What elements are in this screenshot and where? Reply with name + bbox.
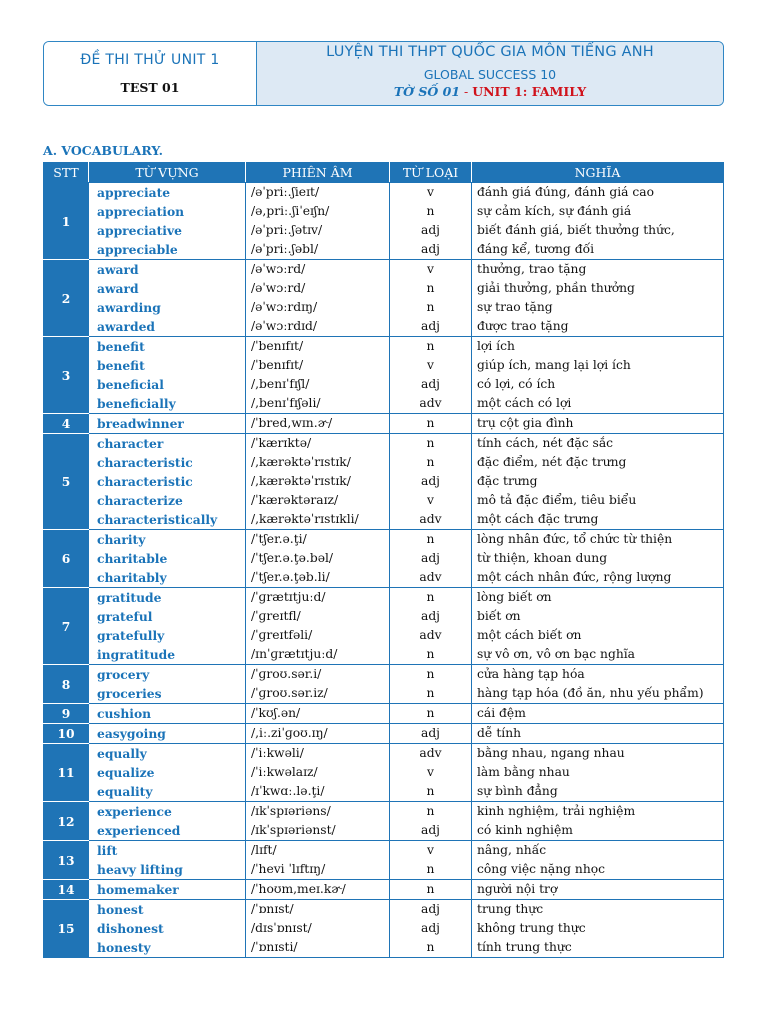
- list-item: /ə,priː.ʃiˈeɪʃn/: [251, 204, 330, 218]
- list-item: trụ cột gia đình: [477, 416, 574, 430]
- word-cell: [89, 744, 246, 802]
- list-item: groceries: [97, 686, 162, 701]
- word-cell: [89, 665, 246, 704]
- list-item: lợi ích: [477, 339, 515, 353]
- column-header-stt: STT: [44, 163, 89, 183]
- list-item: có kinh nghiệm: [477, 823, 573, 837]
- section-title: A. VOCABULARY.: [43, 143, 164, 158]
- pos-cell: [390, 337, 472, 414]
- stt-cell: 1: [44, 183, 89, 260]
- list-item: n: [426, 416, 435, 430]
- list-item: n: [426, 940, 435, 954]
- list-item: v: [427, 493, 434, 507]
- table-row: [44, 841, 724, 880]
- list-item: characteristic: [97, 474, 193, 489]
- list-item: /ɪkˈspɪəriəns/: [251, 804, 331, 818]
- list-item: awarded: [97, 319, 156, 334]
- list-item: appreciable: [97, 242, 178, 257]
- pos-cell: [390, 744, 472, 802]
- list-item: n: [426, 300, 435, 314]
- list-item: characterize: [97, 493, 183, 508]
- word-cell: [89, 434, 246, 530]
- list-item: adj: [420, 823, 441, 837]
- list-item: /ˈkærɪktə/: [251, 436, 312, 450]
- list-item: một cách đặc trưng: [477, 512, 599, 526]
- list-item: gratitude: [97, 590, 162, 605]
- list-item: adj: [420, 609, 441, 623]
- list-item: /əˈpriː.ʃəbl/: [251, 242, 319, 256]
- list-item: sự vô ơn, vô ơn bạc nghĩa: [477, 647, 636, 661]
- list-item: n: [426, 862, 435, 876]
- list-item: benefit: [97, 358, 145, 373]
- list-item: adv: [419, 628, 442, 642]
- list-item: /lɪft/: [251, 843, 277, 857]
- list-item: /ˈiːkwəlaɪz/: [251, 765, 318, 779]
- word-cell: [89, 724, 246, 744]
- word-cell: [89, 530, 246, 588]
- list-item: v: [427, 843, 434, 857]
- list-item: /dɪsˈɒnɪst/: [251, 921, 312, 935]
- list-item: adj: [420, 319, 441, 333]
- stt-cell: 5: [44, 434, 89, 530]
- ipa-cell: [246, 665, 390, 704]
- list-item: được trao tặng: [477, 319, 569, 333]
- pos-cell: [390, 802, 472, 841]
- list-item: sự bình đẳng: [477, 784, 558, 798]
- list-item: /ˈɡroʊ.sər.iz/: [251, 686, 328, 700]
- list-item: n: [426, 339, 435, 353]
- list-item: benefit: [97, 339, 145, 354]
- list-item: /ˈtʃer.ə.ţi/: [251, 532, 307, 546]
- ipa-cell: [246, 530, 390, 588]
- page-header: [43, 41, 724, 106]
- stt-cell: 7: [44, 588, 89, 665]
- ipa-cell: [246, 841, 390, 880]
- table-header-row: [44, 163, 724, 183]
- list-item: đánh giá đúng, đánh giá cao: [477, 185, 655, 199]
- list-item: award: [97, 281, 139, 296]
- list-item: /ˈɡreɪtfl/: [251, 609, 301, 623]
- sheet-separator: -: [460, 84, 473, 99]
- list-item: charitable: [97, 551, 168, 566]
- list-item: /ˈbenɪfɪt/: [251, 339, 304, 353]
- list-item: appreciate: [97, 185, 171, 200]
- ipa-cell: [246, 337, 390, 414]
- list-item: n: [426, 532, 435, 546]
- ipa-cell: [246, 183, 390, 260]
- sheet-info: [394, 84, 586, 99]
- word-cell: [89, 900, 246, 958]
- list-item: mô tả đặc điểm, tiêu biểu: [477, 493, 637, 507]
- pos-cell: [390, 900, 472, 958]
- table-row: [44, 434, 724, 530]
- table-row: [44, 337, 724, 414]
- list-item: hàng tạp hóa (đồ ăn, nhu yếu phẩm): [477, 686, 704, 700]
- list-item: charity: [97, 532, 146, 547]
- ipa-cell: [246, 802, 390, 841]
- list-item: /ˈtʃer.ə.ţəb.li/: [251, 570, 330, 584]
- list-item: adv: [419, 512, 442, 526]
- word-cell: [89, 704, 246, 724]
- stt-cell: 13: [44, 841, 89, 880]
- list-item: characteristically: [97, 512, 218, 527]
- list-item: v: [427, 765, 434, 779]
- stt-cell: 10: [44, 724, 89, 744]
- list-item: beneficially: [97, 396, 176, 411]
- textbook-name: GLOBAL SUCCESS 10: [423, 67, 557, 82]
- word-cell: [89, 841, 246, 880]
- list-item: ingratitude: [97, 647, 176, 662]
- pos-cell: [390, 414, 472, 434]
- list-item: adj: [420, 474, 441, 488]
- list-item: đặc trưng: [477, 474, 538, 488]
- column-header-ipa: PHIÊN ÂM: [246, 163, 390, 183]
- column-header-pos: TỪ LOẠI: [390, 163, 472, 183]
- stt-cell: 14: [44, 880, 89, 900]
- meaning-cell: [472, 588, 724, 665]
- table-row: [44, 744, 724, 802]
- course-title: LUYỆN THI THPT QUỐC GIA MÔN TIẾNG ANH: [326, 44, 654, 60]
- list-item: n: [426, 647, 435, 661]
- list-item: n: [426, 436, 435, 450]
- column-header-meaning: NGHĨA: [472, 163, 724, 183]
- header-left-panel: [44, 42, 257, 105]
- table-row: [44, 880, 724, 900]
- list-item: biết đánh giá, biết thưởng thức,: [477, 223, 675, 237]
- meaning-cell: [472, 434, 724, 530]
- list-item: /ɪnˈɡrætɪtjuːd/: [251, 647, 338, 661]
- table-row: [44, 802, 724, 841]
- ipa-cell: [246, 704, 390, 724]
- list-item: /əˈpriː.ʃieɪt/: [251, 185, 320, 199]
- word-cell: [89, 414, 246, 434]
- stt-cell: 9: [44, 704, 89, 724]
- list-item: n: [426, 667, 435, 681]
- list-item: bằng nhau, ngang nhau: [477, 746, 625, 760]
- list-item: adv: [419, 396, 442, 410]
- pos-cell: [390, 841, 472, 880]
- table-row: [44, 588, 724, 665]
- stt-cell: 11: [44, 744, 89, 802]
- list-item: cushion: [97, 706, 152, 721]
- meaning-cell: [472, 665, 724, 704]
- ipa-cell: [246, 880, 390, 900]
- list-item: gratefully: [97, 628, 165, 643]
- list-item: n: [426, 784, 435, 798]
- vocabulary-table: [43, 162, 724, 958]
- list-item: lòng nhân đức, tổ chức từ thiện: [477, 532, 673, 546]
- list-item: /,benɪˈfɪʃl/: [251, 377, 310, 391]
- list-item: beneficial: [97, 377, 164, 392]
- word-cell: [89, 802, 246, 841]
- list-item: equality: [97, 784, 153, 799]
- pos-cell: [390, 704, 472, 724]
- table-row: [44, 260, 724, 337]
- list-item: /ˈkʊʃ.ən/: [251, 706, 301, 720]
- table-row: [44, 900, 724, 958]
- list-item: adj: [420, 551, 441, 565]
- list-item: easygoing: [97, 726, 166, 741]
- list-item: honesty: [97, 940, 151, 955]
- list-item: n: [426, 804, 435, 818]
- list-item: /əˈwɔːrd/: [251, 281, 306, 295]
- list-item: homemaker: [97, 882, 179, 897]
- list-item: /ˈɡreɪtfəli/: [251, 628, 313, 642]
- list-item: equally: [97, 746, 147, 761]
- meaning-cell: [472, 414, 724, 434]
- ipa-cell: [246, 434, 390, 530]
- list-item: adj: [420, 726, 441, 740]
- list-item: đáng kể, tương đối: [477, 242, 595, 256]
- list-item: tính cách, nét đặc sắc: [477, 436, 614, 450]
- list-item: /ˈɒnɪst/: [251, 902, 294, 916]
- meaning-cell: [472, 530, 724, 588]
- list-item: người nội trợ: [477, 882, 558, 896]
- table-body: [44, 183, 724, 958]
- list-item: heavy lifting: [97, 862, 183, 877]
- table-row: [44, 183, 724, 260]
- ipa-cell: [246, 724, 390, 744]
- list-item: dishonest: [97, 921, 164, 936]
- list-item: /ˈɒnɪsti/: [251, 940, 298, 954]
- list-item: /ˈhoʊm,meɪ.kɚ/: [251, 882, 346, 896]
- list-item: adv: [419, 746, 442, 760]
- list-item: một cách biết ơn: [477, 628, 582, 642]
- pos-cell: [390, 724, 472, 744]
- list-item: dễ tính: [477, 726, 522, 740]
- pos-cell: [390, 665, 472, 704]
- list-item: /,kærəktəˈrɪstɪk/: [251, 474, 351, 488]
- table-row: [44, 530, 724, 588]
- header-right-panel: [257, 42, 723, 105]
- list-item: /,benɪˈfɪʃəli/: [251, 396, 321, 410]
- list-item: n: [426, 590, 435, 604]
- pos-cell: [390, 183, 472, 260]
- list-item: equalize: [97, 765, 155, 780]
- stt-cell: 12: [44, 802, 89, 841]
- list-item: appreciation: [97, 204, 185, 219]
- ipa-cell: [246, 260, 390, 337]
- list-item: /ˈtʃer.ə.ţə.bəl/: [251, 551, 334, 565]
- list-item: /,kærəktəˈrɪstɪk/: [251, 455, 351, 469]
- list-item: experience: [97, 804, 172, 819]
- list-item: đặc điểm, nét đặc trưng: [477, 455, 627, 469]
- list-item: /ˈbred,wɪn.ɚ/: [251, 416, 333, 430]
- stt-cell: 4: [44, 414, 89, 434]
- list-item: v: [427, 358, 434, 372]
- list-item: cái đệm: [477, 706, 526, 720]
- pos-cell: [390, 530, 472, 588]
- list-item: /ˈkærəktəraɪz/: [251, 493, 339, 507]
- list-item: /əˈwɔːrdɪŋ/: [251, 300, 318, 314]
- list-item: /əˈwɔːrdɪd/: [251, 319, 318, 333]
- list-item: v: [427, 262, 434, 276]
- list-item: v: [427, 185, 434, 199]
- column-header-word: TỪ VỰNG: [89, 163, 246, 183]
- list-item: giúp ích, mang lại lợi ích: [477, 358, 631, 372]
- list-item: /ˈɡrætɪtjuːd/: [251, 590, 326, 604]
- exam-title: ĐỀ THI THỬ UNIT 1: [80, 52, 220, 68]
- stt-cell: 6: [44, 530, 89, 588]
- ipa-cell: [246, 588, 390, 665]
- list-item: một cách nhân đức, rộng lượng: [477, 570, 672, 584]
- list-item: adj: [420, 377, 441, 391]
- list-item: grocery: [97, 667, 150, 682]
- list-item: /,kærəktəˈrɪstɪkli/: [251, 512, 359, 526]
- list-item: giải thưởng, phần thưởng: [477, 281, 635, 295]
- word-cell: [89, 183, 246, 260]
- list-item: kinh nghiệm, trải nghiệm: [477, 804, 636, 818]
- list-item: adv: [419, 570, 442, 584]
- list-item: appreciative: [97, 223, 182, 238]
- list-item: adj: [420, 223, 441, 237]
- list-item: biết ơn: [477, 609, 521, 623]
- list-item: characteristic: [97, 455, 193, 470]
- meaning-cell: [472, 183, 724, 260]
- table-row: [44, 665, 724, 704]
- ipa-cell: [246, 900, 390, 958]
- table-row: [44, 704, 724, 724]
- list-item: cửa hàng tạp hóa: [477, 667, 585, 681]
- list-item: experienced: [97, 823, 181, 838]
- list-item: n: [426, 686, 435, 700]
- list-item: tính trung thực: [477, 940, 572, 954]
- table-row: [44, 414, 724, 434]
- meaning-cell: [472, 337, 724, 414]
- list-item: trung thực: [477, 902, 544, 916]
- list-item: /ˈbenɪfɪt/: [251, 358, 304, 372]
- list-item: n: [426, 882, 435, 896]
- list-item: có lợi, có ích: [477, 377, 556, 391]
- list-item: awarding: [97, 300, 161, 315]
- list-item: công việc nặng nhọc: [477, 862, 606, 876]
- list-item: adj: [420, 242, 441, 256]
- ipa-cell: [246, 744, 390, 802]
- list-item: /əˈpriː.ʃətɪv/: [251, 223, 323, 237]
- list-item: adj: [420, 902, 441, 916]
- meaning-cell: [472, 880, 724, 900]
- list-item: /ˈɡroʊ.sər.i/: [251, 667, 322, 681]
- list-item: n: [426, 281, 435, 295]
- stt-cell: 2: [44, 260, 89, 337]
- list-item: nâng, nhấc: [477, 843, 547, 857]
- stt-cell: 8: [44, 665, 89, 704]
- list-item: n: [426, 204, 435, 218]
- sheet-label: TỜ SỐ 01: [393, 84, 461, 99]
- stt-cell: 15: [44, 900, 89, 958]
- list-item: character: [97, 436, 164, 451]
- meaning-cell: [472, 724, 724, 744]
- list-item: /,iː.ziˈɡoʊ.ɪŋ/: [251, 726, 328, 740]
- word-cell: [89, 588, 246, 665]
- list-item: làm bằng nhau: [477, 765, 570, 779]
- word-cell: [89, 337, 246, 414]
- list-item: grateful: [97, 609, 153, 624]
- list-item: award: [97, 262, 139, 277]
- list-item: honest: [97, 902, 144, 917]
- meaning-cell: [472, 704, 724, 724]
- pos-cell: [390, 880, 472, 900]
- unit-label: UNIT 1: FAMILY: [472, 84, 587, 99]
- meaning-cell: [472, 802, 724, 841]
- list-item: không trung thực: [477, 921, 586, 935]
- meaning-cell: [472, 744, 724, 802]
- pos-cell: [390, 588, 472, 665]
- pos-cell: [390, 260, 472, 337]
- list-item: /ˈhevi ˈlɪftɪŋ/: [251, 862, 326, 876]
- pos-cell: [390, 434, 472, 530]
- stt-cell: 3: [44, 337, 89, 414]
- list-item: breadwinner: [97, 416, 184, 431]
- meaning-cell: [472, 900, 724, 958]
- list-item: lòng biết ơn: [477, 590, 552, 604]
- meaning-cell: [472, 260, 724, 337]
- list-item: từ thiện, khoan dung: [477, 551, 608, 565]
- list-item: /ɪkˈspɪəriənst/: [251, 823, 336, 837]
- word-cell: [89, 880, 246, 900]
- table-row: [44, 724, 724, 744]
- list-item: n: [426, 455, 435, 469]
- list-item: sự cảm kích, sự đánh giá: [477, 204, 632, 218]
- list-item: thưởng, trao tặng: [477, 262, 587, 276]
- ipa-cell: [246, 414, 390, 434]
- list-item: n: [426, 706, 435, 720]
- list-item: /əˈwɔːrd/: [251, 262, 306, 276]
- list-item: /ˈiːkwəli/: [251, 746, 304, 760]
- list-item: charitably: [97, 570, 167, 585]
- list-item: một cách có lợi: [477, 396, 572, 410]
- list-item: lift: [97, 843, 118, 858]
- test-number: TEST 01: [120, 80, 180, 95]
- word-cell: [89, 260, 246, 337]
- meaning-cell: [472, 841, 724, 880]
- list-item: /ɪˈkwɑː.lə.ţi/: [251, 784, 325, 798]
- list-item: sự trao tặng: [477, 300, 553, 314]
- list-item: adj: [420, 921, 441, 935]
